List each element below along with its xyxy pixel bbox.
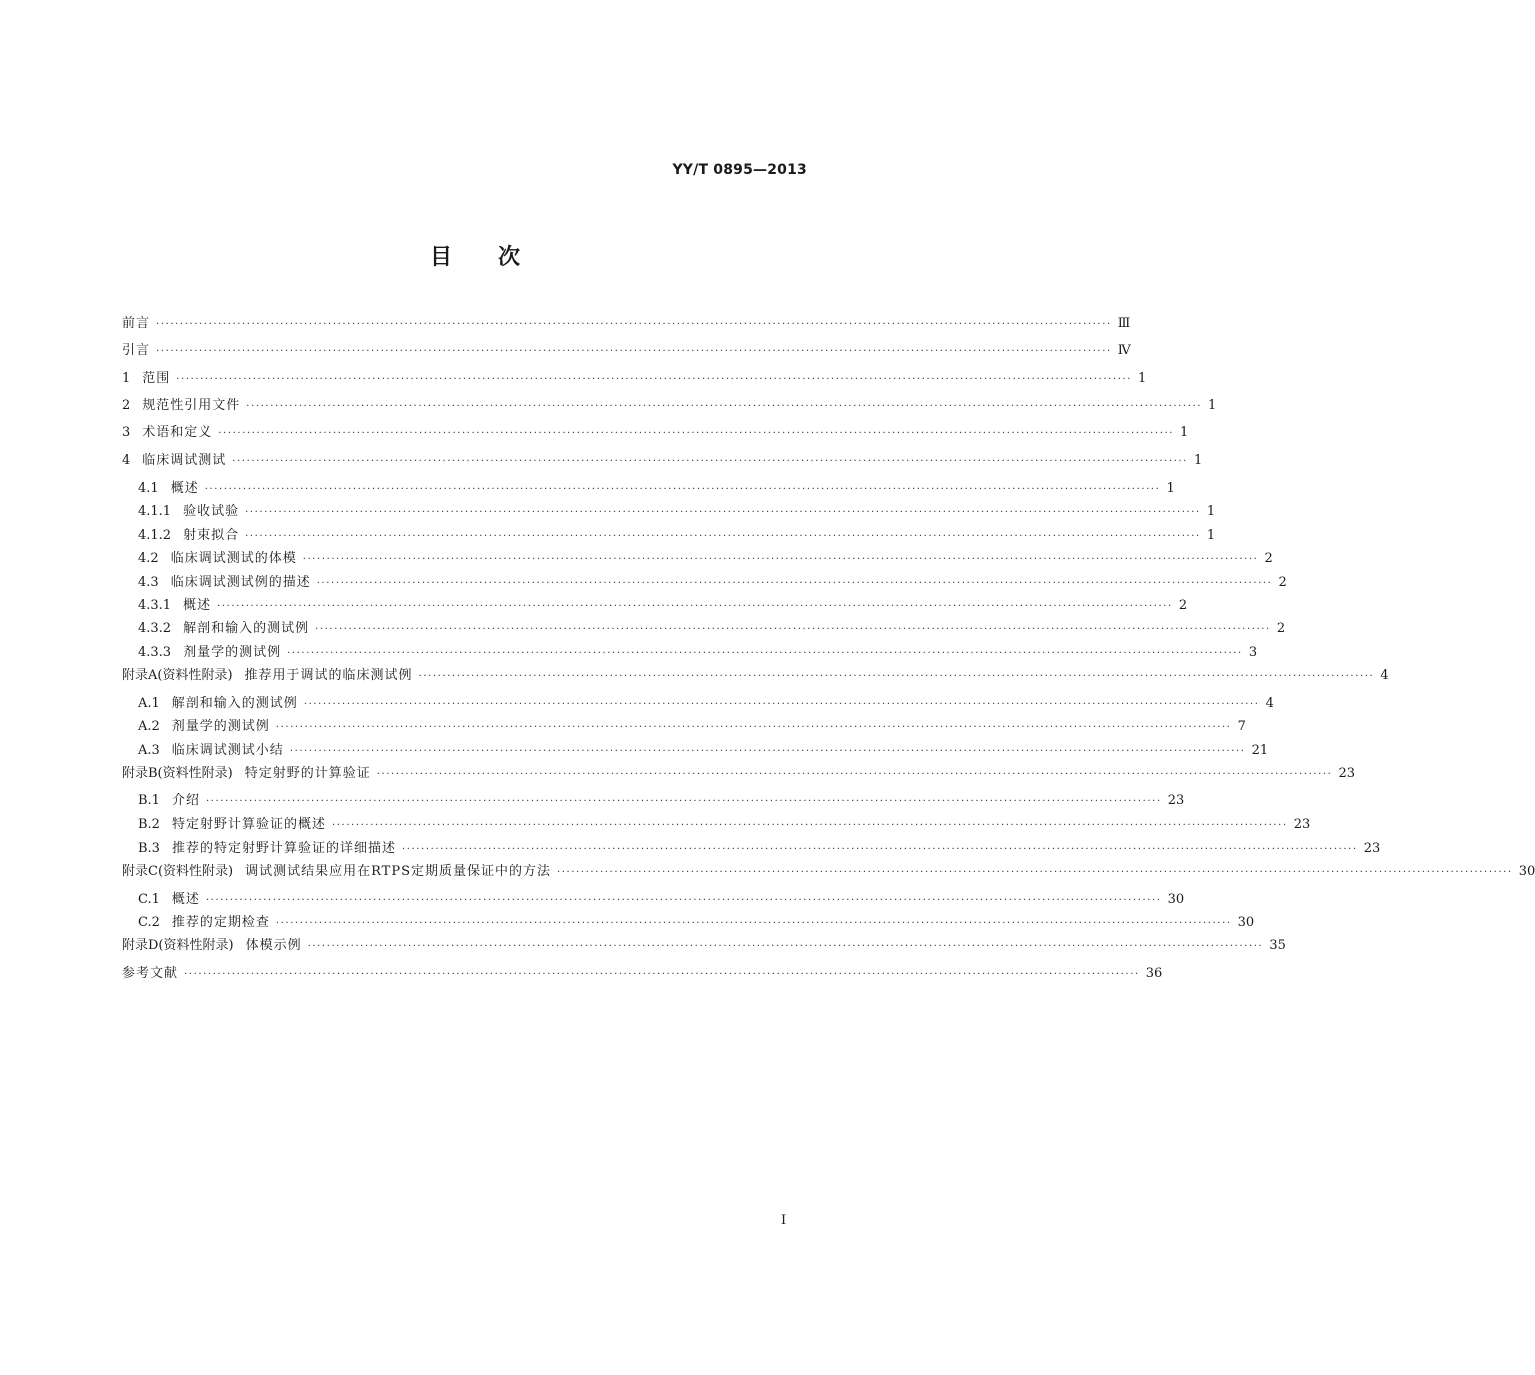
toc-label: 推荐的特定射野计算验证的详细描述 [171, 841, 396, 856]
toc-label: 体模示例 [245, 938, 302, 953]
toc-label: 参考文献 [122, 966, 179, 981]
toc-page: 23 [1338, 766, 1356, 781]
toc-leader: ········································································································································································································ [184, 969, 1140, 980]
toc-label: 推荐的定期检查 [171, 915, 270, 930]
toc-entry-4-3[interactable] [138, 573, 1287, 593]
toc-entry-appendix-c[interactable] [122, 862, 1535, 882]
page-number: I [781, 1213, 787, 1228]
toc-label: 概述 [170, 481, 199, 496]
toc-label: 特定射野计算验证的概述 [171, 817, 326, 832]
toc-page: 35 [1269, 938, 1286, 953]
toc-label: 剂量学的测试例 [171, 719, 270, 734]
toc-label: 术语和定义 [142, 425, 213, 440]
toc-label: 解剖和输入的测试例 [171, 696, 298, 711]
toc-page: 36 [1145, 966, 1163, 981]
toc-leader: ········································································································································································································ [218, 428, 1175, 439]
toc-number: B.2 [138, 817, 160, 832]
toc-page: 1 [1194, 453, 1203, 468]
toc-label: 规范性引用文件 [142, 398, 241, 413]
toc-leader: ········································································································································································································ [275, 918, 1232, 929]
toc-entry-introduction[interactable] [122, 341, 1131, 361]
toc-label: 介绍 [171, 793, 200, 808]
toc-label: 临床调试测试例的描述 [170, 575, 311, 590]
toc-number: 4.3.2 [138, 621, 172, 636]
toc-title-char-1: 目 [429, 245, 452, 270]
toc-entry-4-2[interactable] [138, 549, 1273, 569]
toc-leader: ········································································································································································································ [205, 796, 1162, 807]
toc-number: 1 [122, 371, 131, 386]
toc-entry-b-3[interactable] [138, 839, 1381, 859]
toc-entry-a-2[interactable] [138, 717, 1246, 737]
toc-label: 概述 [171, 892, 200, 907]
toc-label: 调试测试结果应用在RTPS定期质量保证中的方法 [245, 864, 551, 879]
toc-label: 引言 [122, 343, 151, 358]
toc-page: Ⅳ [1117, 343, 1131, 358]
toc-entry-c-2[interactable] [138, 913, 1255, 933]
toc-label: 特定射野的计算验证 [244, 766, 371, 781]
toc-number: 4.2 [138, 551, 159, 566]
toc-entry-a-3[interactable] [138, 741, 1269, 761]
toc-number: 附录A(资料性附录) [122, 668, 233, 683]
toc-label: 概述 [183, 598, 212, 613]
toc-entry-foreword[interactable] [122, 314, 1131, 334]
toc-leader: ········································································································································································································ [418, 671, 1375, 682]
toc-number: A.1 [138, 696, 160, 711]
toc-page: 23 [1363, 841, 1381, 856]
toc-label: 临床调试测试的体模 [170, 551, 297, 566]
toc-page: 1 [1208, 398, 1217, 413]
toc-page: 2 [1278, 575, 1287, 590]
toc-page: 30 [1167, 892, 1185, 907]
toc-number: 4 [122, 453, 131, 468]
toc-page: 3 [1248, 645, 1258, 660]
toc-title [0, 240, 950, 271]
toc-entry-4-1[interactable] [138, 479, 1175, 499]
toc-page: Ⅲ [1117, 316, 1131, 331]
toc-page: 1 [1166, 481, 1175, 496]
toc-leader: ········································································································································································································ [302, 554, 1259, 565]
toc-number: 2 [122, 398, 131, 413]
toc-number: A.3 [138, 743, 160, 758]
toc-leader: ········································································································································································································ [245, 507, 1201, 518]
toc-page: 23 [1167, 793, 1185, 808]
toc-page: 1 [1180, 425, 1189, 440]
toc-page: 1 [1138, 371, 1147, 386]
toc-number: B.1 [138, 793, 160, 808]
toc-page: 4 [1265, 696, 1274, 711]
toc-page: 2 [1178, 598, 1188, 613]
toc-label: 解剖和输入的测试例 [183, 621, 310, 636]
toc-number: A.2 [138, 719, 160, 734]
toc-number: 4.3.3 [138, 645, 172, 660]
toc-number: 4.3 [138, 575, 159, 590]
toc-number: B.3 [138, 841, 160, 856]
toc-number: 附录B(资料性附录) [122, 766, 233, 781]
toc-label: 临床调试测试小结 [171, 743, 284, 758]
toc-title-char-2: 次 [498, 245, 521, 270]
toc-page: 2 [1264, 551, 1273, 566]
toc-leader: ········································································································································································································ [287, 648, 1243, 659]
toc-label: 范围 [142, 371, 171, 386]
toc-entry-appendix-d[interactable] [122, 936, 1286, 956]
toc-number: 4.1.1 [138, 504, 172, 519]
toc-number: 3 [122, 425, 131, 440]
toc-entry-b-1[interactable] [138, 791, 1185, 811]
toc-leader: ········································································································································································································ [315, 624, 1271, 635]
toc-page: 23 [1293, 817, 1311, 832]
toc-entry-4-1-2[interactable] [138, 526, 1216, 546]
toc-entry-4[interactable] [122, 451, 1203, 471]
toc-number: 附录C(资料性附录) [122, 864, 234, 879]
toc-leader: ········································································································································································································ [204, 484, 1161, 495]
toc-page: 30 [1237, 915, 1255, 930]
toc-leader: ········································································································································································································ [232, 456, 1189, 467]
toc-entry-3[interactable] [122, 423, 1189, 443]
toc-label: 推荐用于调试的临床测试例 [244, 668, 413, 683]
toc-leader: ········································································································································································································ [205, 895, 1162, 906]
toc-page: 1 [1206, 504, 1216, 519]
toc-page: 7 [1237, 719, 1246, 734]
toc-leader: ········································································································································································································ [401, 844, 1358, 855]
toc-label: 剂量学的测试例 [183, 645, 282, 660]
toc-entry-a-1[interactable] [138, 694, 1274, 714]
toc-label: 射束拟合 [183, 528, 240, 543]
toc-leader: ········································································································································································································ [156, 346, 1112, 357]
toc-page: 21 [1251, 743, 1269, 758]
toc-leader: ········································································································································································································ [275, 722, 1232, 733]
toc-entry-c-1[interactable] [138, 890, 1185, 910]
toc-page: 1 [1206, 528, 1216, 543]
toc-leader: ········································································································································································································ [556, 867, 1513, 878]
toc-label: 验收试验 [183, 504, 240, 519]
toc-leader: ········································································································································································································ [331, 820, 1288, 831]
toc-page: 30 [1518, 864, 1535, 879]
toc-label: 临床调试测试 [142, 453, 227, 468]
toc-leader: ········································································································································································································ [376, 769, 1333, 780]
toc-entry-1[interactable] [122, 369, 1147, 389]
toc-entry-4-1-1[interactable] [138, 502, 1216, 522]
toc-leader: ········································································································································································································ [307, 941, 1264, 952]
toc-leader: ········································································································································································································ [245, 531, 1201, 542]
toc-number: C.1 [138, 892, 160, 907]
toc-leader: ········································································································································································································ [156, 319, 1112, 330]
toc-number: 4.3.1 [138, 598, 172, 613]
toc-page: 2 [1276, 621, 1286, 636]
toc-leader: ········································································································································································································ [316, 578, 1273, 589]
toc-leader: ········································································································································································································ [303, 699, 1260, 710]
toc-entry-references[interactable] [122, 964, 1163, 984]
toc-entry-4-3-2[interactable] [138, 619, 1286, 639]
toc-number: 4.1 [138, 481, 159, 496]
toc-entry-4-3-1[interactable] [138, 596, 1188, 616]
toc-page: 4 [1380, 668, 1389, 683]
toc-number: 附录D(资料性附录) [122, 938, 234, 953]
toc-number: 4.1.2 [138, 528, 172, 543]
toc-number: C.2 [138, 915, 160, 930]
toc-leader: ········································································································································································································ [217, 601, 1173, 612]
toc-entry-appendix-a[interactable] [122, 666, 1389, 686]
document-code: YY/T 0895—2013 [672, 162, 807, 178]
toc-entry-b-2[interactable] [138, 815, 1311, 835]
toc-entry-2[interactable] [122, 396, 1217, 416]
toc-leader: ········································································································································································································ [246, 401, 1203, 412]
toc-leader: ········································································································································································································ [289, 746, 1246, 757]
toc-entry-4-3-3[interactable] [138, 643, 1258, 663]
toc-label: 前言 [122, 316, 151, 331]
toc-leader: ········································································································································································································ [176, 374, 1133, 385]
toc-entry-appendix-b[interactable] [122, 764, 1356, 784]
